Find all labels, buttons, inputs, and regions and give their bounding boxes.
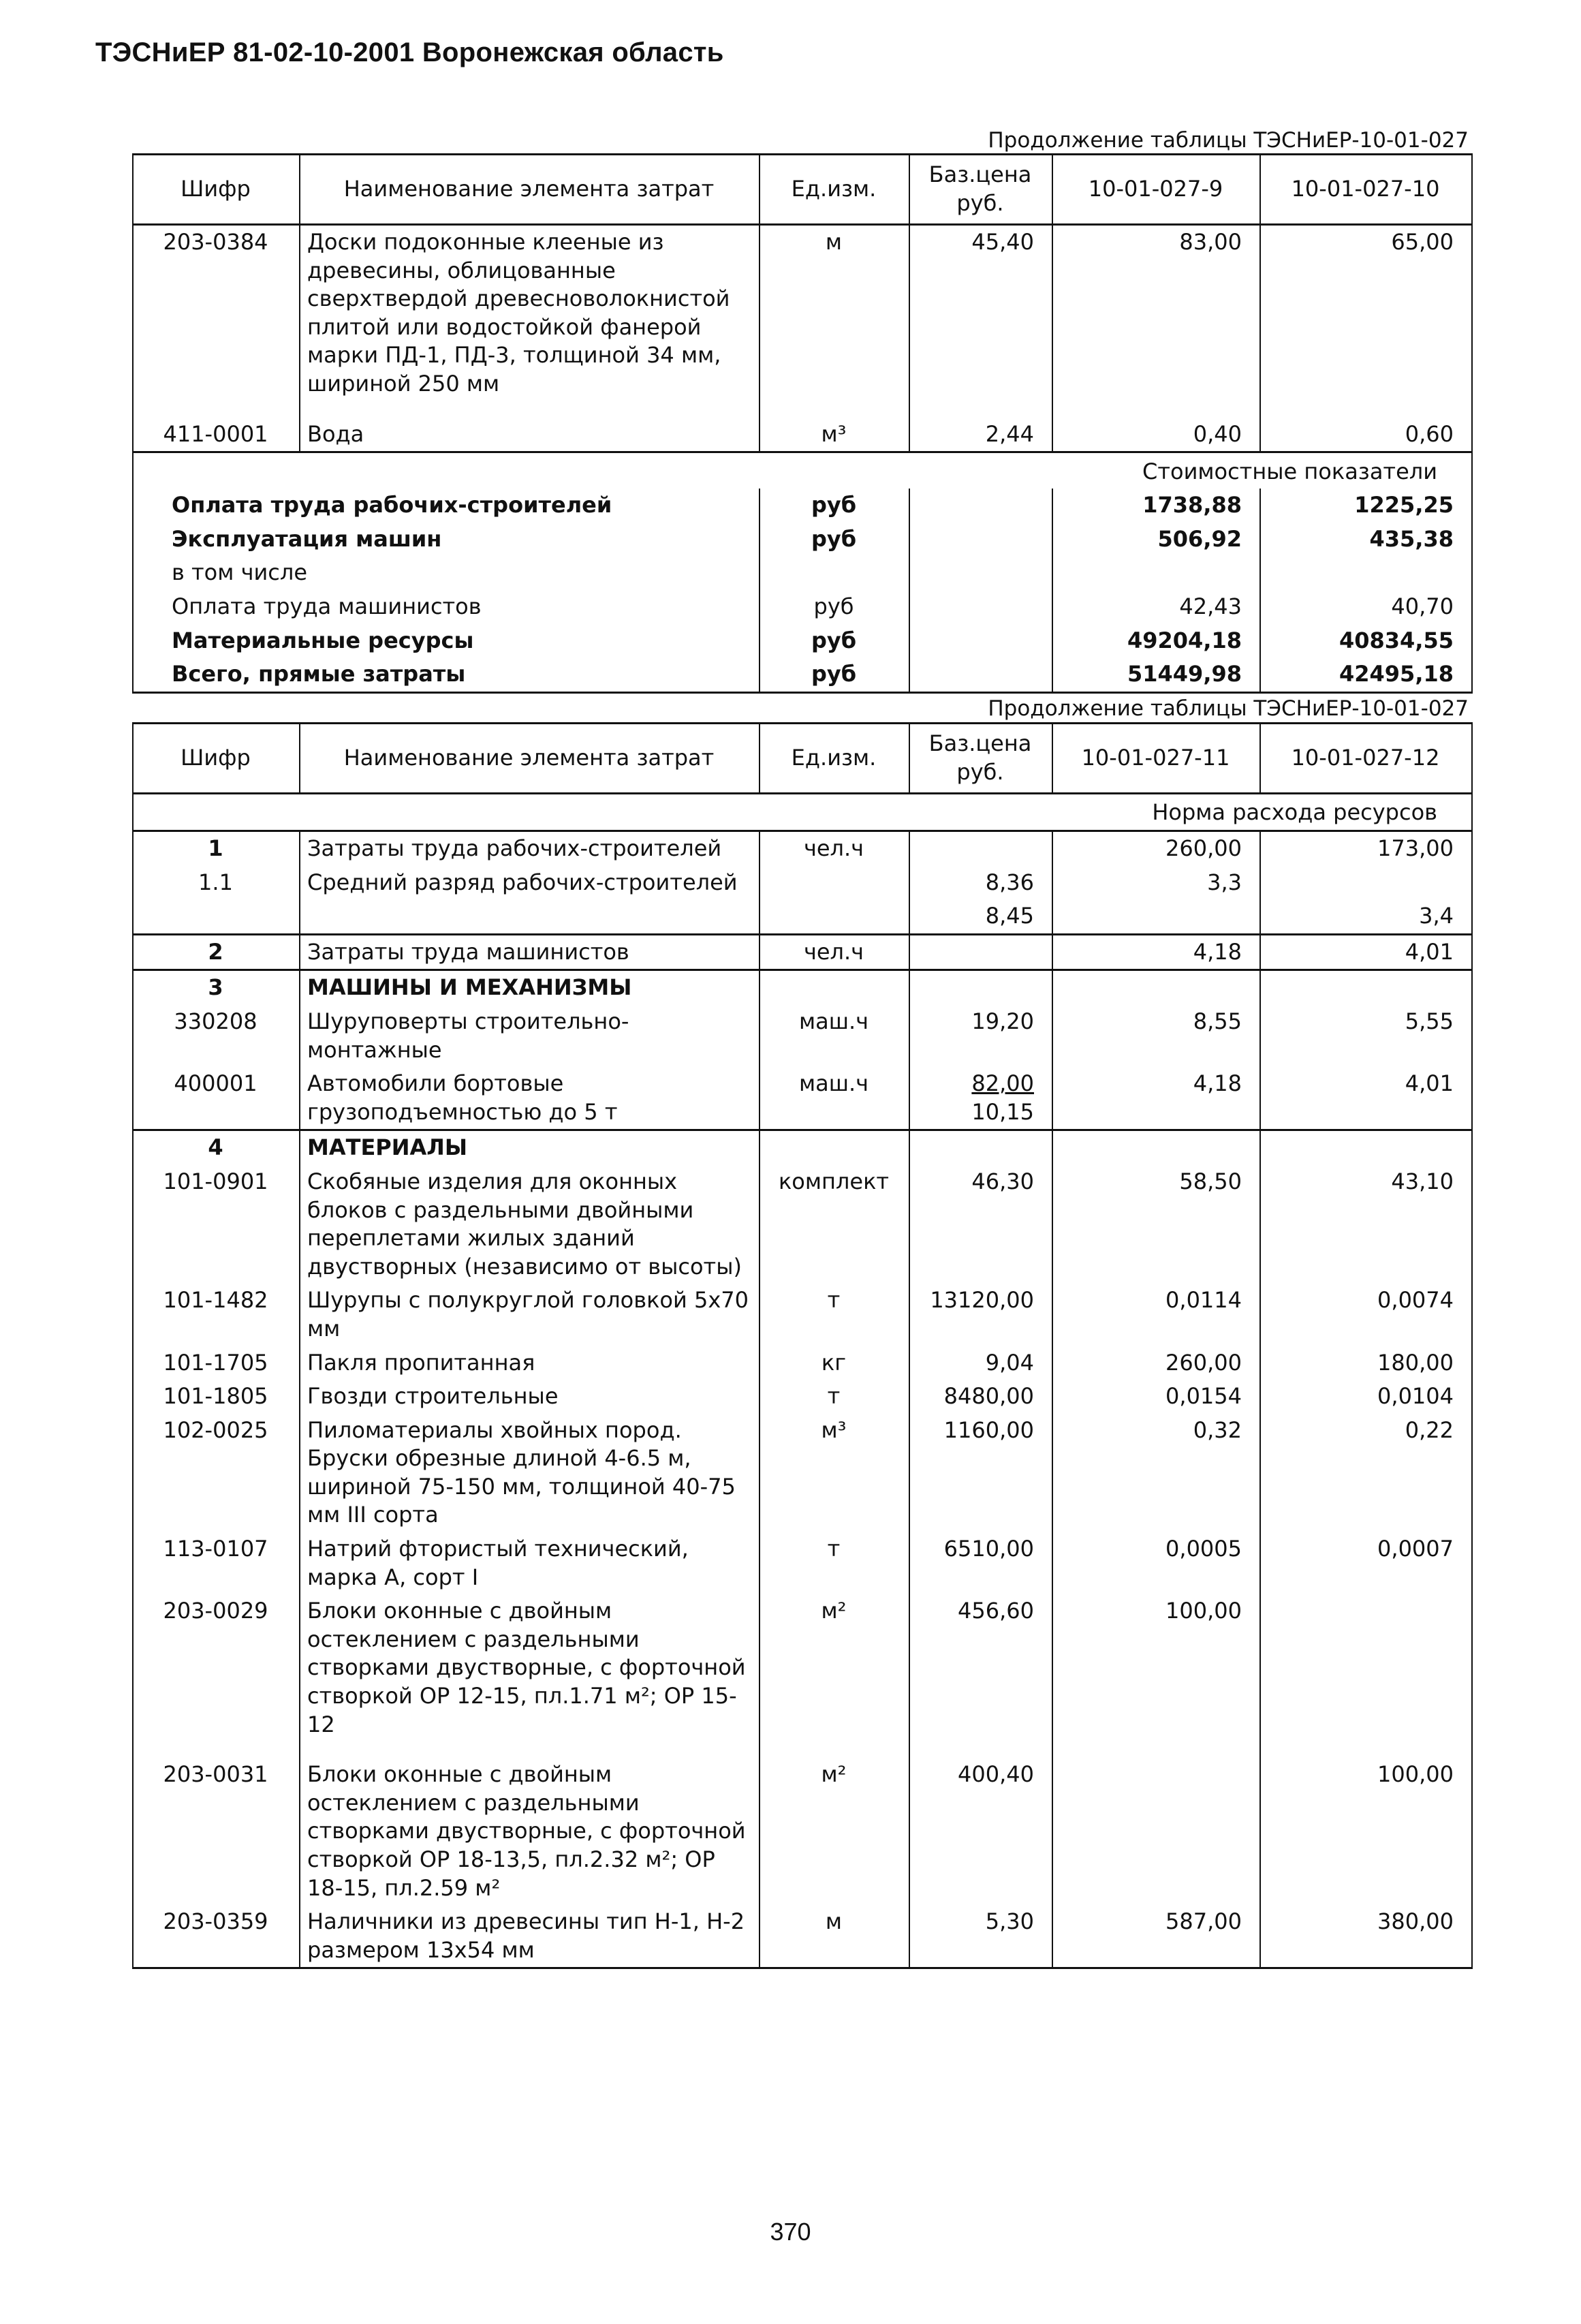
- cell-value: 587,00: [1052, 1905, 1260, 1968]
- cell-code: 102-0025: [133, 1414, 300, 1532]
- col-header-unit: Ед.изм.: [760, 155, 909, 225]
- cell-price: 456,60: [909, 1594, 1052, 1758]
- summary-unit: руб: [760, 657, 909, 692]
- cell-unit: чел.ч: [760, 934, 909, 970]
- cell-name: Шурупы с полукруглой головкой 5х70 мм: [300, 1284, 760, 1346]
- cell-code: 4: [133, 1130, 300, 1165]
- table-continuation-label: Продолжение таблицы ТЭСНиЕР-10-01-027: [988, 128, 1469, 153]
- summary-unit: руб: [760, 590, 909, 624]
- cell-value: 4,18: [1052, 1067, 1260, 1130]
- cell-value: 5,55: [1260, 1005, 1472, 1067]
- group-title: МАТЕРИАЛЫ: [300, 1130, 760, 1165]
- summary-label: Всего, прямые затраты: [133, 657, 760, 692]
- cell-value: 180,00: [1260, 1346, 1472, 1380]
- cell-value: 3,3: [1052, 866, 1260, 900]
- table-row: [133, 418, 1472, 452]
- table-row: [133, 934, 1472, 970]
- group-row: [133, 970, 1472, 1005]
- cell-price: 9,04: [909, 1346, 1052, 1380]
- cell-name: Автомобили бортовые грузоподъемностью до 5 т: [300, 1067, 760, 1130]
- cell-unit: м²: [760, 1758, 909, 1905]
- cell-price: 6510,00: [909, 1532, 1052, 1594]
- summary-row: [133, 657, 1472, 692]
- document-title: ТЭСНиЕР 81-02-10-2001 Воронежская область: [95, 37, 724, 67]
- summary-value: 42495,18: [1260, 657, 1472, 692]
- summary-label: Оплата труда машинистов: [133, 590, 760, 624]
- col-header-variant: 10-01-027-9: [1052, 155, 1260, 225]
- cell-price: 45,40: [909, 225, 1052, 418]
- cell-unit: м³: [760, 1414, 909, 1532]
- cell-price: 13120,00: [909, 1284, 1052, 1346]
- cell-value: 83,00: [1052, 225, 1260, 418]
- cell-price: 19,20: [909, 1005, 1052, 1067]
- cell-unit: чел.ч: [760, 831, 909, 866]
- summary-label: Оплата труда рабочих-строителей: [133, 489, 760, 523]
- cell-unit: комплект: [760, 1165, 909, 1284]
- cell-code: 101-0901: [133, 1165, 300, 1284]
- col-header-variant: 10-01-027-12: [1260, 724, 1472, 794]
- cell-name: Затраты труда машинистов: [300, 934, 760, 970]
- summary-value: 42,43: [1052, 590, 1260, 624]
- cell-value: 173,00: [1260, 831, 1472, 866]
- col-header-price: Баз.цена руб.: [909, 155, 1052, 225]
- cell-price: 8,45: [909, 899, 1052, 934]
- cell-unit: [760, 866, 909, 900]
- summary-value: 40,70: [1260, 590, 1472, 624]
- cell-price: [909, 831, 1052, 866]
- summary-value: 49204,18: [1052, 624, 1260, 658]
- summary-value: 435,38: [1260, 523, 1472, 557]
- cell-price: 8480,00: [909, 1380, 1052, 1414]
- resource-table-2: [132, 722, 1473, 1969]
- cell-value: 0,0114: [1052, 1284, 1260, 1346]
- cell-name: Блоки оконные с двойным остеклением с раздельными створками двустворные, с форточной створкой ОР 12-15, пл.1.71 м²; ОР 15-12: [300, 1594, 760, 1758]
- section-row: [133, 794, 1472, 831]
- cell-code: 330208: [133, 1005, 300, 1067]
- group-row: [133, 1130, 1472, 1165]
- cell-value: 260,00: [1052, 1346, 1260, 1380]
- cell-price: [909, 934, 1052, 970]
- cell-code: 203-0384: [133, 225, 300, 418]
- cell-value: 0,0104: [1260, 1380, 1472, 1414]
- summary-label: Эксплуатация машин: [133, 523, 760, 557]
- table-row: [133, 1905, 1472, 1968]
- cell-name: Шуруповерты строительно-монтажные: [300, 1005, 760, 1067]
- col-header-variant: 10-01-027-11: [1052, 724, 1260, 794]
- summary-unit: руб: [760, 624, 909, 658]
- summary-row: [133, 624, 1472, 658]
- cell-unit: т: [760, 1284, 909, 1346]
- col-header-code: Шифр: [133, 724, 300, 794]
- table-row: [133, 1005, 1472, 1067]
- page-number: 370: [770, 2218, 811, 2246]
- cell-value: 0,0005: [1052, 1532, 1260, 1594]
- cell-price: 400,40: [909, 1758, 1052, 1905]
- cell-name: Пакля пропитанная: [300, 1346, 760, 1380]
- table-row: [133, 1532, 1472, 1594]
- resource-table-1: [132, 153, 1473, 694]
- table-row: [133, 225, 1472, 418]
- col-header-price: Баз.цена руб.: [909, 724, 1052, 794]
- summary-value: 506,92: [1052, 523, 1260, 557]
- section-title: Норма расхода ресурсов: [133, 794, 1472, 831]
- cell-code: 101-1482: [133, 1284, 300, 1346]
- cell-unit: м²: [760, 1594, 909, 1758]
- cell-value: 0,22: [1260, 1414, 1472, 1532]
- cell-price: 8,36: [909, 866, 1052, 900]
- cell-value: 4,01: [1260, 1067, 1472, 1130]
- cell-value: 43,10: [1260, 1165, 1472, 1284]
- cell-value: 58,50: [1052, 1165, 1260, 1284]
- group-title: МАШИНЫ И МЕХАНИЗМЫ: [300, 970, 760, 1005]
- cell-value: 100,00: [1260, 1758, 1472, 1905]
- cell-value: 4,18: [1052, 934, 1260, 970]
- summary-value: 1738,88: [1052, 489, 1260, 523]
- cell-value: [1052, 1758, 1260, 1905]
- summary-value: 1225,25: [1260, 489, 1472, 523]
- cell-price: 1160,00: [909, 1414, 1052, 1532]
- cell-unit: т: [760, 1532, 909, 1594]
- col-header-variant: 10-01-027-10: [1260, 155, 1472, 225]
- summary-unit: руб: [760, 523, 909, 557]
- summary-row: [133, 523, 1472, 557]
- cell-price: 46,30: [909, 1165, 1052, 1284]
- cell-unit: м: [760, 225, 909, 418]
- cell-value: 3,4: [1260, 899, 1472, 934]
- cell-code: 101-1705: [133, 1346, 300, 1380]
- cell-name: Скобяные изделия для оконных блоков с раздельными двойными переплетами жилых зданий двустворных (независимо от высоты): [300, 1165, 760, 1284]
- cell-unit: м³: [760, 418, 909, 452]
- cell-code: 1: [133, 831, 300, 866]
- summary-row: [133, 556, 1472, 590]
- cell-price: [909, 1067, 1052, 1130]
- cell-value: [1260, 866, 1472, 900]
- cell-code: 1.1: [133, 866, 300, 900]
- cell-value: 0,0154: [1052, 1380, 1260, 1414]
- price-underlined: 82,00: [971, 1070, 1034, 1097]
- table-row: [133, 1165, 1472, 1284]
- summary-unit: руб: [760, 489, 909, 523]
- table-row: [133, 1346, 1472, 1380]
- cell-name: Пиломатериалы хвойных пород. Бруски обрезные длиной 4-6.5 м, шириной 75-150 мм, толщиной 40-75 мм III сорта: [300, 1414, 760, 1532]
- cell-value: [1260, 1594, 1472, 1758]
- table-row: [133, 1284, 1472, 1346]
- cell-name: [300, 899, 760, 934]
- cell-name: Вода: [300, 418, 760, 452]
- table-continuation-label: Продолжение таблицы ТЭСНиЕР-10-01-027: [988, 696, 1469, 721]
- cell-code: 400001: [133, 1067, 300, 1130]
- table-row: [133, 831, 1472, 866]
- cell-value: 0,32: [1052, 1414, 1260, 1532]
- cell-unit: [760, 899, 909, 934]
- cell-name: Гвозди строительные: [300, 1380, 760, 1414]
- cell-unit: м: [760, 1905, 909, 1968]
- cell-value: 380,00: [1260, 1905, 1472, 1968]
- summary-label: в том числе: [133, 556, 760, 590]
- col-header-unit: Ед.изм.: [760, 724, 909, 794]
- cell-unit: кг: [760, 1346, 909, 1380]
- price-secondary: 10,15: [971, 1098, 1034, 1125]
- cell-code: [133, 899, 300, 934]
- cell-code: 411-0001: [133, 418, 300, 452]
- summary-label: Материальные ресурсы: [133, 624, 760, 658]
- cell-price: 5,30: [909, 1905, 1052, 1968]
- table-row: [133, 866, 1472, 900]
- col-header-name: Наименование элемента затрат: [300, 724, 760, 794]
- cell-code: 3: [133, 970, 300, 1005]
- summary-value: 51449,98: [1052, 657, 1260, 692]
- cell-value: 100,00: [1052, 1594, 1260, 1758]
- col-header-name: Наименование элемента затрат: [300, 155, 760, 225]
- table-row: [133, 1594, 1472, 1758]
- summary-row: [133, 590, 1472, 624]
- summary-value: 40834,55: [1260, 624, 1472, 658]
- cell-name: Затраты труда рабочих-строителей: [300, 831, 760, 866]
- table-header-row: [133, 724, 1472, 794]
- cell-code: 2: [133, 934, 300, 970]
- cell-value: [1052, 899, 1260, 934]
- col-header-code: Шифр: [133, 155, 300, 225]
- cell-value: 260,00: [1052, 831, 1260, 866]
- cell-unit: т: [760, 1380, 909, 1414]
- cell-code: 203-0031: [133, 1758, 300, 1905]
- cell-value: 0,0074: [1260, 1284, 1472, 1346]
- cell-value: 8,55: [1052, 1005, 1260, 1067]
- section-row: [133, 452, 1472, 489]
- cell-value: 0,60: [1260, 418, 1472, 452]
- cell-name: Блоки оконные с двойным остеклением с раздельными створками двустворные, с форточной створкой ОР 18-13,5, пл.2.32 м²; ОР 18-15, пл.2.59 м²: [300, 1758, 760, 1905]
- cell-value: 65,00: [1260, 225, 1472, 418]
- cell-name: Доски подоконные клееные из древесины, облицованные сверхтвердой древесноволокнистой плитой или водостойкой фанерой марки ПД-1, ПД-3, толщиной 34 мм, шириной 250 мм: [300, 225, 760, 418]
- cell-value: 4,01: [1260, 934, 1472, 970]
- section-title: Стоимостные показатели: [133, 452, 1472, 489]
- cell-value: 0,0007: [1260, 1532, 1472, 1594]
- cell-code: 203-0359: [133, 1905, 300, 1968]
- cell-name: Наличники из древесины тип Н-1, Н-2 размером 13х54 мм: [300, 1905, 760, 1968]
- table-row: [133, 1758, 1472, 1905]
- cell-code: 203-0029: [133, 1594, 300, 1758]
- cell-code: 113-0107: [133, 1532, 300, 1594]
- cell-name: Средний разряд рабочих-строителей: [300, 866, 760, 900]
- cell-unit: маш.ч: [760, 1067, 909, 1130]
- table-row: [133, 899, 1472, 934]
- cell-name: Натрий фтористый технический, марка А, сорт I: [300, 1532, 760, 1594]
- cell-price: 2,44: [909, 418, 1052, 452]
- cell-unit: маш.ч: [760, 1005, 909, 1067]
- table-row: [133, 1380, 1472, 1414]
- table-row: [133, 1067, 1472, 1130]
- cell-code: 101-1805: [133, 1380, 300, 1414]
- summary-row: [133, 489, 1472, 523]
- table-header-row: [133, 155, 1472, 225]
- cell-value: 0,40: [1052, 418, 1260, 452]
- table-row: [133, 1414, 1472, 1532]
